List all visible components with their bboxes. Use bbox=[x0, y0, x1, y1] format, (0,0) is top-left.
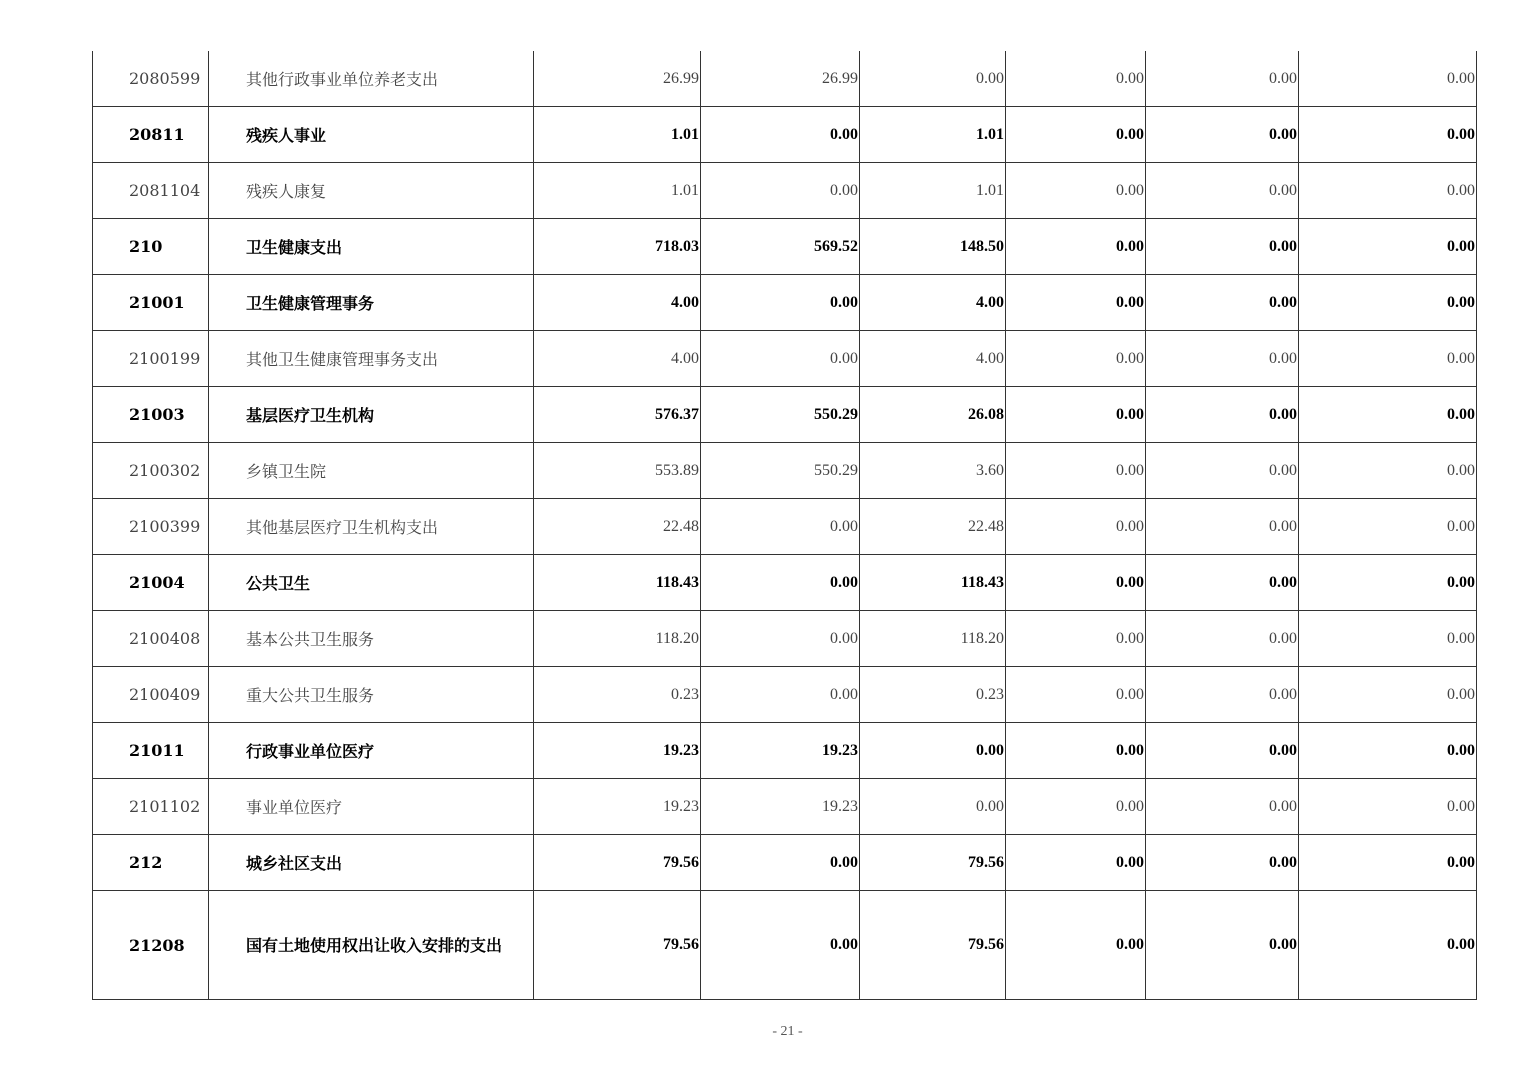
amount-cell: 4.00 bbox=[534, 275, 701, 331]
subject-code: 2081104 bbox=[93, 163, 209, 219]
subject-code: 2100408 bbox=[93, 611, 209, 667]
amount-cell: 0.00 bbox=[701, 163, 860, 219]
amount-cell: 0.00 bbox=[1146, 499, 1299, 555]
amount-cell: 0.00 bbox=[701, 611, 860, 667]
table-row bbox=[93, 443, 1477, 499]
amount-cell: 0.00 bbox=[1006, 667, 1146, 723]
subject-code: 2100399 bbox=[93, 499, 209, 555]
amount-cell: 0.00 bbox=[701, 499, 860, 555]
subject-code: 21004 bbox=[93, 555, 209, 611]
amount-cell: 0.00 bbox=[701, 331, 860, 387]
amount-cell: 22.48 bbox=[534, 499, 701, 555]
amount-cell: 0.00 bbox=[701, 667, 860, 723]
subject-name: 城乡社区支出 bbox=[209, 835, 534, 891]
subject-name: 卫生健康支出 bbox=[209, 219, 534, 275]
amount-cell: 0.00 bbox=[1299, 611, 1477, 667]
amount-cell: 0.00 bbox=[1299, 891, 1477, 1000]
subject-code: 212 bbox=[93, 835, 209, 891]
amount-cell: 0.00 bbox=[1146, 835, 1299, 891]
amount-cell: 0.00 bbox=[1006, 555, 1146, 611]
amount-cell: 0.00 bbox=[1299, 779, 1477, 835]
amount-cell: 0.00 bbox=[1006, 219, 1146, 275]
amount-cell: 0.00 bbox=[1299, 51, 1477, 107]
amount-cell: 79.56 bbox=[860, 891, 1006, 1000]
subject-name: 其他行政事业单位养老支出 bbox=[209, 51, 534, 107]
amount-cell: 0.00 bbox=[1146, 779, 1299, 835]
amount-cell: 0.00 bbox=[1146, 331, 1299, 387]
amount-cell: 0.00 bbox=[701, 835, 860, 891]
amount-cell: 19.23 bbox=[534, 723, 701, 779]
table-row bbox=[93, 219, 1477, 275]
amount-cell: 0.00 bbox=[1146, 275, 1299, 331]
subject-code: 210 bbox=[93, 219, 209, 275]
amount-cell: 0.00 bbox=[1146, 163, 1299, 219]
subject-name: 其他卫生健康管理事务支出 bbox=[209, 331, 534, 387]
amount-cell: 0.00 bbox=[1006, 499, 1146, 555]
amount-cell: 0.00 bbox=[1146, 51, 1299, 107]
subject-code: 2100302 bbox=[93, 443, 209, 499]
amount-cell: 0.23 bbox=[860, 667, 1006, 723]
amount-cell: 118.20 bbox=[860, 611, 1006, 667]
amount-cell: 550.29 bbox=[701, 443, 860, 499]
amount-cell: 4.00 bbox=[860, 275, 1006, 331]
amount-cell: 0.00 bbox=[860, 779, 1006, 835]
subject-code: 21208 bbox=[93, 891, 209, 1000]
table-row bbox=[93, 331, 1477, 387]
amount-cell: 0.00 bbox=[1146, 443, 1299, 499]
amount-cell: 0.00 bbox=[1146, 107, 1299, 163]
amount-cell: 0.00 bbox=[1299, 107, 1477, 163]
page-number: - 21 - bbox=[772, 1024, 803, 1039]
amount-cell: 4.00 bbox=[860, 331, 1006, 387]
table-row bbox=[93, 387, 1477, 443]
amount-cell: 26.99 bbox=[701, 51, 860, 107]
amount-cell: 0.00 bbox=[1299, 835, 1477, 891]
amount-cell: 0.00 bbox=[1146, 611, 1299, 667]
amount-cell: 0.00 bbox=[1006, 891, 1146, 1000]
amount-cell: 0.00 bbox=[1146, 387, 1299, 443]
amount-cell: 0.00 bbox=[1006, 779, 1146, 835]
subject-name: 基层医疗卫生机构 bbox=[209, 387, 534, 443]
amount-cell: 0.00 bbox=[1299, 499, 1477, 555]
subject-code: 2100409 bbox=[93, 667, 209, 723]
amount-cell: 22.48 bbox=[860, 499, 1006, 555]
amount-cell: 0.00 bbox=[1146, 555, 1299, 611]
amount-cell: 118.43 bbox=[860, 555, 1006, 611]
amount-cell: 550.29 bbox=[701, 387, 860, 443]
subject-name: 基本公共卫生服务 bbox=[209, 611, 534, 667]
amount-cell: 4.00 bbox=[534, 331, 701, 387]
amount-cell: 0.23 bbox=[534, 667, 701, 723]
table-row bbox=[93, 275, 1477, 331]
table-row bbox=[93, 163, 1477, 219]
table-row bbox=[93, 779, 1477, 835]
amount-cell: 553.89 bbox=[534, 443, 701, 499]
amount-cell: 0.00 bbox=[1299, 275, 1477, 331]
amount-cell: 3.60 bbox=[860, 443, 1006, 499]
subject-name: 重大公共卫生服务 bbox=[209, 667, 534, 723]
amount-cell: 0.00 bbox=[1299, 163, 1477, 219]
subject-code: 20811 bbox=[93, 107, 209, 163]
table-row bbox=[93, 499, 1477, 555]
subject-name: 事业单位医疗 bbox=[209, 779, 534, 835]
table-row bbox=[93, 835, 1477, 891]
subject-name: 公共卫生 bbox=[209, 555, 534, 611]
subject-code: 21001 bbox=[93, 275, 209, 331]
subject-code: 2100199 bbox=[93, 331, 209, 387]
table-row bbox=[93, 723, 1477, 779]
amount-cell: 0.00 bbox=[1006, 611, 1146, 667]
amount-cell: 0.00 bbox=[1299, 331, 1477, 387]
table-row bbox=[93, 667, 1477, 723]
amount-cell: 0.00 bbox=[860, 51, 1006, 107]
amount-cell: 1.01 bbox=[860, 107, 1006, 163]
amount-cell: 79.56 bbox=[534, 835, 701, 891]
amount-cell: 0.00 bbox=[1006, 163, 1146, 219]
amount-cell: 19.23 bbox=[701, 723, 860, 779]
amount-cell: 0.00 bbox=[1146, 891, 1299, 1000]
subject-name: 行政事业单位医疗 bbox=[209, 723, 534, 779]
amount-cell: 0.00 bbox=[701, 555, 860, 611]
amount-cell: 0.00 bbox=[701, 891, 860, 1000]
amount-cell: 0.00 bbox=[701, 275, 860, 331]
amount-cell: 0.00 bbox=[1006, 107, 1146, 163]
amount-cell: 0.00 bbox=[1146, 667, 1299, 723]
amount-cell: 0.00 bbox=[1006, 443, 1146, 499]
subject-code: 21003 bbox=[93, 387, 209, 443]
amount-cell: 0.00 bbox=[1146, 219, 1299, 275]
amount-cell: 0.00 bbox=[1299, 443, 1477, 499]
amount-cell: 26.99 bbox=[534, 51, 701, 107]
subject-code: 2101102 bbox=[93, 779, 209, 835]
table-row bbox=[93, 611, 1477, 667]
amount-cell: 0.00 bbox=[1299, 387, 1477, 443]
amount-cell: 19.23 bbox=[534, 779, 701, 835]
subject-name: 残疾人事业 bbox=[209, 107, 534, 163]
amount-cell: 79.56 bbox=[860, 835, 1006, 891]
amount-cell: 0.00 bbox=[1006, 51, 1146, 107]
amount-cell: 1.01 bbox=[534, 107, 701, 163]
subject-name: 国有土地使用权出让收入安排的支出 bbox=[209, 891, 534, 1000]
amount-cell: 0.00 bbox=[1146, 723, 1299, 779]
amount-cell: 0.00 bbox=[1006, 387, 1146, 443]
amount-cell: 718.03 bbox=[534, 219, 701, 275]
table-row bbox=[93, 555, 1477, 611]
amount-cell: 569.52 bbox=[701, 219, 860, 275]
subject-code: 2080599 bbox=[93, 51, 209, 107]
amount-cell: 1.01 bbox=[860, 163, 1006, 219]
amount-cell: 148.50 bbox=[860, 219, 1006, 275]
amount-cell: 0.00 bbox=[701, 107, 860, 163]
amount-cell: 19.23 bbox=[701, 779, 860, 835]
amount-cell: 0.00 bbox=[1299, 555, 1477, 611]
subject-name: 残疾人康复 bbox=[209, 163, 534, 219]
table-row bbox=[93, 107, 1477, 163]
amount-cell: 576.37 bbox=[534, 387, 701, 443]
table-row bbox=[93, 891, 1477, 1000]
amount-cell: 26.08 bbox=[860, 387, 1006, 443]
amount-cell: 79.56 bbox=[534, 891, 701, 1000]
subject-name: 其他基层医疗卫生机构支出 bbox=[209, 499, 534, 555]
amount-cell: 0.00 bbox=[1299, 219, 1477, 275]
subject-name: 卫生健康管理事务 bbox=[209, 275, 534, 331]
amount-cell: 1.01 bbox=[534, 163, 701, 219]
table-row bbox=[93, 51, 1477, 107]
amount-cell: 118.43 bbox=[534, 555, 701, 611]
amount-cell: 0.00 bbox=[1006, 275, 1146, 331]
budget-table bbox=[92, 51, 1477, 1000]
subject-name: 乡镇卫生院 bbox=[209, 443, 534, 499]
subject-code: 21011 bbox=[93, 723, 209, 779]
amount-cell: 0.00 bbox=[1299, 667, 1477, 723]
amount-cell: 0.00 bbox=[1006, 331, 1146, 387]
amount-cell: 0.00 bbox=[860, 723, 1006, 779]
amount-cell: 118.20 bbox=[534, 611, 701, 667]
amount-cell: 0.00 bbox=[1006, 835, 1146, 891]
amount-cell: 0.00 bbox=[1006, 723, 1146, 779]
amount-cell: 0.00 bbox=[1299, 723, 1477, 779]
